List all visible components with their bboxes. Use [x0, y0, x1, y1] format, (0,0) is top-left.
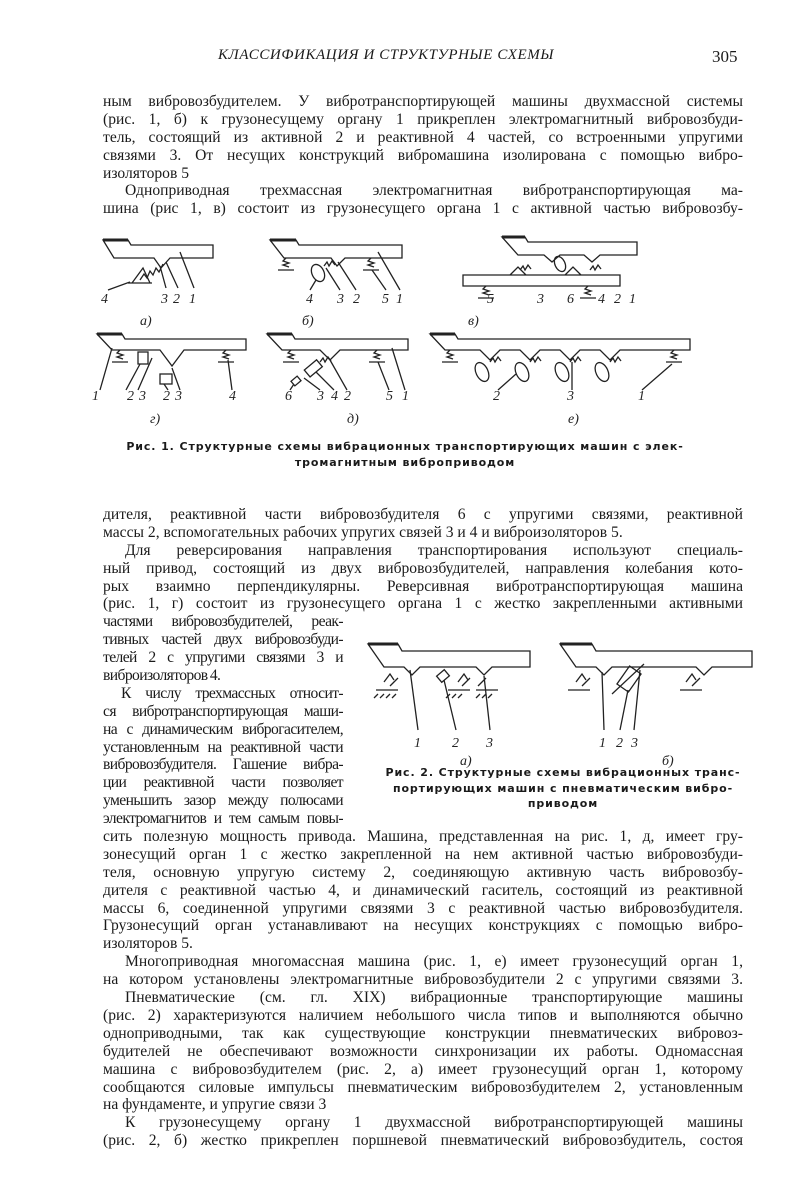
- text-line: ный привод, состоящий из двух вибровозбудителей, направления колебания кото-: [103, 559, 743, 577]
- text-line: изоляторов 5: [103, 164, 190, 182]
- text-line: дителя с реактивной частью 4, и динамический гаситель, состоящий из реактивной: [103, 881, 743, 899]
- text-line: вибровозбудителя. Гашение вибра-: [103, 756, 343, 774]
- caption-line: портирующих машин с пневматическим вибро-: [392, 781, 734, 795]
- panel-tag: а): [140, 314, 152, 329]
- label: 3: [317, 389, 324, 404]
- label: 2: [493, 389, 500, 404]
- text-line: Многоприводная многомассная машина (рис. 1, е) имеет грузонесущий орган 1,: [125, 953, 743, 971]
- text-line: Грузонесущий орган устанавливают на несущих конструкциях с помощью вибро-: [103, 917, 743, 935]
- text-line: К грузонесущему органу 1 двухмассной вибротранспортирующей машины: [125, 1114, 743, 1132]
- label: 2: [353, 292, 360, 307]
- text-line: на фундаменте, и упругие связи 3: [103, 1096, 327, 1114]
- label: 3: [337, 292, 344, 307]
- text-line: Пневматические (см. гл. XIX) вибрационные транспортирующие машины: [125, 989, 743, 1007]
- caption-line: тромагнитным виброприводом: [294, 455, 516, 469]
- text-line: на с динамическим виброгасителем,: [103, 720, 343, 738]
- label: 2: [344, 389, 351, 404]
- text-line: телей 2 с упругими связями 3 и: [103, 649, 343, 667]
- panel-tag: г): [150, 412, 161, 427]
- label: 1: [599, 736, 606, 751]
- label: 3: [139, 389, 146, 404]
- text-line: электромагнитов и тем самым повы-: [103, 810, 343, 828]
- text-line: ции реактивной части позволяет: [103, 774, 343, 792]
- label: 2: [163, 389, 170, 404]
- text-line: теля, основную упругую систему 2, соединяющую активную часть вибровозбу-: [103, 863, 743, 881]
- label: 5: [382, 292, 389, 307]
- page-number: 305: [712, 47, 738, 66]
- text-line: К числу трехмассных относит-: [121, 684, 343, 702]
- label: 6: [285, 389, 292, 404]
- text-line: одноприводными, так как существующие конструкции пневматических вибровоз-: [103, 1024, 743, 1042]
- label: 4: [598, 292, 605, 307]
- caption-line: Рис. 2. Структурные схемы вибрационных транс-: [385, 766, 741, 779]
- text-line: шина (рис 1, в) состоит из грузонесущего органа 1 с активной частью вибровозбу-: [103, 200, 743, 218]
- text-line: сообщаются силовые импульсы пневматическим вибровозбудителем 2, установленным: [103, 1078, 743, 1096]
- panel-tag: е): [568, 412, 579, 427]
- label: 1: [629, 292, 636, 307]
- text-line: зонесущий орган 1 с жестко закрепленной на нем активной частью вибровозбуди-: [103, 845, 743, 863]
- running-header: КЛАССИФИКАЦИЯ И СТРУКТУРНЫЕ СХЕМЫ: [218, 47, 555, 63]
- label: 1: [402, 389, 409, 404]
- text-line: установленным на реактивной части: [103, 738, 343, 756]
- caption-line: Рис. 1. Структурные схемы вибрационных транспортирующих машин с элек-: [126, 440, 684, 453]
- text-line: тивных частей двух вибровозбуди-: [103, 631, 343, 649]
- text-line: массы 2, вспомогательных рабочих упругих связей 3 и 4 и виброизоляторов 5.: [103, 523, 623, 541]
- label: 4: [101, 292, 108, 307]
- text-block-main: [103, 506, 743, 1150]
- label: 3: [175, 389, 182, 404]
- label: 1: [189, 292, 196, 307]
- fig1-panel-v: [463, 237, 637, 329]
- text-line: сить полезную мощность привода. Машина, представленная на рис. 1, д, имеет гру-: [103, 828, 743, 846]
- text-line: уменьшить зазор между полюсами: [103, 792, 343, 810]
- fig1-panel-e: [430, 334, 690, 427]
- text-line: машина с вибровозбудителем (рис. 2, а) имеет грузонесущий орган 1, которому: [103, 1060, 743, 1078]
- label: 3: [486, 736, 493, 751]
- label: 4: [306, 292, 313, 307]
- label: 2: [127, 389, 134, 404]
- text-line: виброизоляторов 4.: [103, 667, 221, 685]
- text-line: будителей не обеспечивают возможности синхронизации их работы. Одномассная: [103, 1042, 743, 1060]
- label: 1: [396, 292, 403, 307]
- fig1-panel-b: [270, 240, 403, 329]
- text-line: (рис. 2) характеризуются наличием небольшого числа типов и выполняются обычно: [103, 1006, 743, 1024]
- label: 1: [638, 389, 645, 404]
- label: 1: [92, 389, 99, 404]
- panel-tag: б): [302, 314, 314, 329]
- text-line: массы 6, соединенной упругими связями 3 с реактивной частью вибровозбудителя.: [103, 899, 743, 917]
- label: 3: [161, 292, 168, 307]
- label: 2: [173, 292, 180, 307]
- text-line: (рис. 2, б) жестко прикреплен поршневой пневматический вибровозбудитель, состоя: [103, 1132, 743, 1150]
- label: 3: [631, 736, 638, 751]
- label: 6: [567, 292, 574, 307]
- label: 2: [614, 292, 621, 307]
- text-line: (рис. 1, б) к грузонесущему органу 1 прикреплен электромагнитный вибровозбуди-: [103, 110, 743, 128]
- text-line: изоляторов 5.: [103, 935, 193, 953]
- text-line: дителя, реактивной части вибровозбудителя 6 с упругими связями, реактивной: [103, 506, 743, 523]
- text-line: рых взаимно перпендикулярны. Реверсивная вибротранспортирующая машина: [103, 577, 743, 595]
- label: 2: [616, 736, 623, 751]
- text-line: тель, состоящий из активной 2 и реактивной 4 частей, со встроенными упругими: [103, 128, 743, 146]
- text-line: ся вибротранспортирующая маши-: [103, 702, 343, 720]
- fig1-panel-g: [92, 334, 246, 427]
- label: 5: [386, 389, 393, 404]
- panel-tag: в): [468, 314, 479, 329]
- label: 4: [229, 389, 236, 404]
- panel-tag: а): [460, 754, 472, 769]
- fig1-panel-d: [267, 334, 409, 427]
- label: 1: [414, 736, 421, 751]
- caption-line: приводом: [527, 797, 599, 810]
- text-line: связями 3. От несущих конструкций вибромашина изолирована с помощью вибро-: [103, 146, 743, 164]
- label: 5: [487, 292, 494, 307]
- fig1-panel-a: [101, 240, 213, 329]
- text-line: (рис. 1, г) состоит из грузонесущего органа 1 с жестко закрепленными активными: [103, 595, 743, 613]
- text-line: частями вибровозбудителей, реак-: [103, 613, 343, 631]
- figure-1-caption: [100, 439, 710, 470]
- label: 2: [452, 736, 459, 751]
- text-line: Для реверсирования направления транспортирования используют специаль-: [125, 541, 743, 559]
- panel-tag: б): [662, 754, 674, 769]
- text-line: на котором установлены электромагнитные вибровозбудители 2 с упругими связями 3.: [103, 971, 743, 989]
- panel-tag: д): [347, 412, 359, 427]
- label: 4: [331, 389, 338, 404]
- text-line: ным вибровозбудителем. У вибротранспортирующей машины двухмассной системы: [103, 93, 743, 110]
- label: 3: [567, 389, 574, 404]
- label: 3: [537, 292, 544, 307]
- text-line: Одноприводная трехмассная электромагнитная вибротранспортирующая ма-: [125, 182, 743, 200]
